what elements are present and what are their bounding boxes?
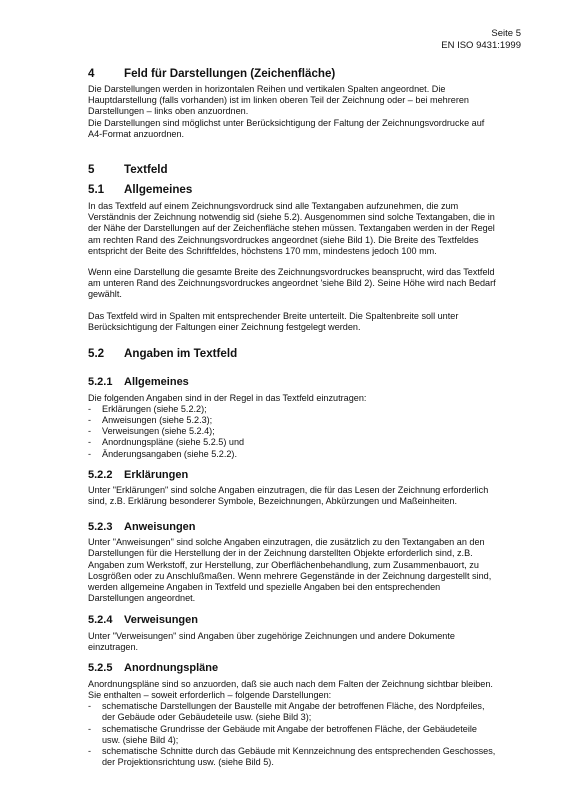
section-5-1-paragraph-1 xyxy=(88,201,520,257)
section-title: Feld für Darstellungen (Zeichenfläche) xyxy=(124,67,336,80)
text-line: Die Darstellungen werden in horizontalen Reihen und vertikalen Spalten angeordnet. Die xyxy=(88,84,446,94)
text-line: Wenn eine Darstellung die gesamte Breite des Zeichnungsvordruckes beansprucht, wird das Textfeld xyxy=(88,267,495,278)
text-line: gewählt. xyxy=(88,289,122,300)
text-line: Hauptdarstellung (falls vorhanden) ist im linken oberen Teil der Zeichnung oder – bei mehreren xyxy=(88,95,469,106)
section-5-2-5-heading xyxy=(88,662,520,676)
section-5-heading xyxy=(88,163,520,177)
list-item xyxy=(88,746,520,768)
text-line: Darstellungen angeordnet. xyxy=(88,593,196,604)
section-title: Erklärungen xyxy=(124,468,189,481)
section-title: Textfeld xyxy=(124,163,168,177)
section-number: 4 xyxy=(88,67,95,80)
standard-id: EN ISO 9431:1999 xyxy=(441,40,521,51)
section-title: Verweisungen xyxy=(124,614,198,627)
text-line: A4-Format anzuordnen. xyxy=(88,128,185,139)
text-line: schematische Darstellungen der Baustelle mit Angabe der betroffenen Fläche, des Nordpfeiles, xyxy=(102,701,485,712)
list-item xyxy=(88,724,520,746)
text-line: entspricht der Beite des Schriftfeldes, höchstens 170 mm, mindestens jedoch 100 mm. xyxy=(88,245,437,256)
section-title: Angaben im Textfeld xyxy=(124,347,238,361)
section-5-2-heading xyxy=(88,347,520,361)
section-4-paragraph xyxy=(88,84,520,140)
section-5-2-2-heading xyxy=(88,469,520,483)
list-item: - Änderungsangaben (siehe 5.2.2). xyxy=(88,449,520,460)
section-number: 5.2.4 xyxy=(88,614,113,627)
text-line: usw. (siehe Bild 4); xyxy=(102,734,179,745)
text-line: Unter "Erklärungen" sind solche Angaben einzutragen, die für das Lesen der Zeichnung erforderlich xyxy=(88,485,489,496)
text-line: Losgrößen oder zu Anschlußmaßen. Wenn mehrere Gegenstände in der Zeichnung dargestellt sind, xyxy=(88,570,492,581)
section-5-2-5-list xyxy=(88,701,520,768)
text-line: Berücksichtigung der Faltungen einer Zeichnung festgelegt werden. xyxy=(88,321,361,332)
section-title: Anordnungspläne xyxy=(124,662,219,675)
section-5-2-1-intro: Die folgenden Angaben sind in der Regel in das Textfeld einzutragen: xyxy=(88,392,367,403)
text-line: einzutragen. xyxy=(88,642,139,653)
section-number: 5.2 xyxy=(88,347,105,361)
section-number: 5 xyxy=(88,163,95,177)
list-item: - Erklärungen (siehe 5.2.2); xyxy=(88,404,520,415)
section-5-2-1-list xyxy=(88,404,520,460)
text-line: Verständnis der Zeichnung notwendig sid (siehe 5.2). Ausgenommen sind solche Textangaben, die in xyxy=(88,212,495,223)
text-line: der Gebäude oder Gebäudeteile usw. (siehe Bild 3); xyxy=(102,712,312,723)
list-item: - Anweisungen (siehe 5.2.3); xyxy=(88,415,520,426)
page-number: Seite 5 xyxy=(491,28,521,39)
section-5-2-1-heading xyxy=(88,376,520,390)
list-item: - Anordnungspläne (siehe 5.2.5) und xyxy=(88,437,520,448)
section-5-2-3-paragraph xyxy=(88,537,520,604)
text-line: Darstellungen – links oben anzuordnen. xyxy=(88,106,249,117)
section-title: Allgemeines xyxy=(124,183,193,197)
text-line: Unter "Verweisungen" sind Angaben über zugehörige Zeichnungen und andere Dokumente xyxy=(88,630,455,641)
text-line: schematische Schnitte durch das Gebäude mit Kennzeichnung des entsprechenden Geschosses, xyxy=(102,746,496,757)
text-line: Die Darstellungen sind möglichst unter Berücksichtigung der Faltung der Zeichnungsvordrucke auf xyxy=(88,117,485,128)
text-line: am unteren Rand des Zeichnungsvordruckes angeordnet 'siehe Bild 2). Seine Höhe wird nach Bedarf xyxy=(88,278,496,289)
page-header xyxy=(441,28,521,52)
section-title: Anweisungen xyxy=(124,520,196,533)
section-number: 5.2.2 xyxy=(88,468,113,481)
section-5-1-paragraph-3 xyxy=(88,311,520,333)
section-number: 5.1 xyxy=(88,183,105,197)
text-line: Unter "Anweisungen" sind solche Angaben einzutragen, die zusätzlich zu den Textangaben an den xyxy=(88,537,485,548)
text-line: schematische Grundrisse der Gebäude mit Angabe der betroffenen Fläche, der Gebäudeteile xyxy=(102,723,477,734)
text-line: Anordnungspläne sind so anzuorden, daß sie auch nach dem Falten der Zeichnung sichtbar bleiben. xyxy=(88,678,493,689)
text-line: sind, z.B. Erklärung besonderer Symbole, Bezeichnungen, Abkürzungen und Maßeinheiten. xyxy=(88,496,458,507)
section-5-2-4-paragraph xyxy=(88,631,520,653)
section-5-2-5-intro xyxy=(88,679,520,701)
document-body xyxy=(88,67,520,768)
section-number: 5.2.3 xyxy=(88,520,113,533)
section-number: 5.2.1 xyxy=(88,376,113,389)
section-5-2-3-heading xyxy=(88,521,520,535)
section-5-1-heading xyxy=(88,183,520,197)
text-line: Angaben zum Werkstoff, zur Herstellung, zur Oberflächenbehandlung, zum Zusammenbauort, zu xyxy=(88,559,479,570)
text-line: Darstellungen für die Herstellung der in der Zeichnung darstellten Objekte erforderlich sind, z.B. xyxy=(88,548,473,559)
text-line: werden allgemeine Angaben in Textfeld und spezielle Angaben bei den entsprechenden xyxy=(88,581,441,592)
section-number: 5.2.5 xyxy=(88,662,113,675)
section-5-2-4-heading xyxy=(88,614,520,628)
list-item: - Verweisungen (siehe 5.2.4); xyxy=(88,426,520,437)
section-5-2-2-paragraph xyxy=(88,485,520,507)
section-4-heading xyxy=(88,67,520,81)
text-line: der Nähe der Darstellungen auf der Zeichenfläche stehen müssen. Textangaben werden in der Regel xyxy=(88,223,495,234)
text-line: am rechten Rand des Zeichnungsvordruckes angeordnet (siehe Bild 1). Die Breite des Textfeldes xyxy=(88,234,479,245)
text-line: In das Textfeld auf einem Zeichnungsvordruck sind alle Textangaben aufzunehmen, die zum xyxy=(88,201,459,212)
list-item xyxy=(88,701,520,723)
text-line: der Projektionsrichtung usw. (siehe Bild 5). xyxy=(102,757,274,768)
text-line: Sie enthalten – soweit erforderlich – folgende Darstellungen: xyxy=(88,690,332,700)
section-5-1-paragraph-2 xyxy=(88,267,520,301)
text-line: Das Textfeld wird in Spalten mit entsprechender Breite unterteilt. Die Spaltenbreite soll unter xyxy=(88,310,459,321)
section-title: Allgemeines xyxy=(124,376,189,389)
